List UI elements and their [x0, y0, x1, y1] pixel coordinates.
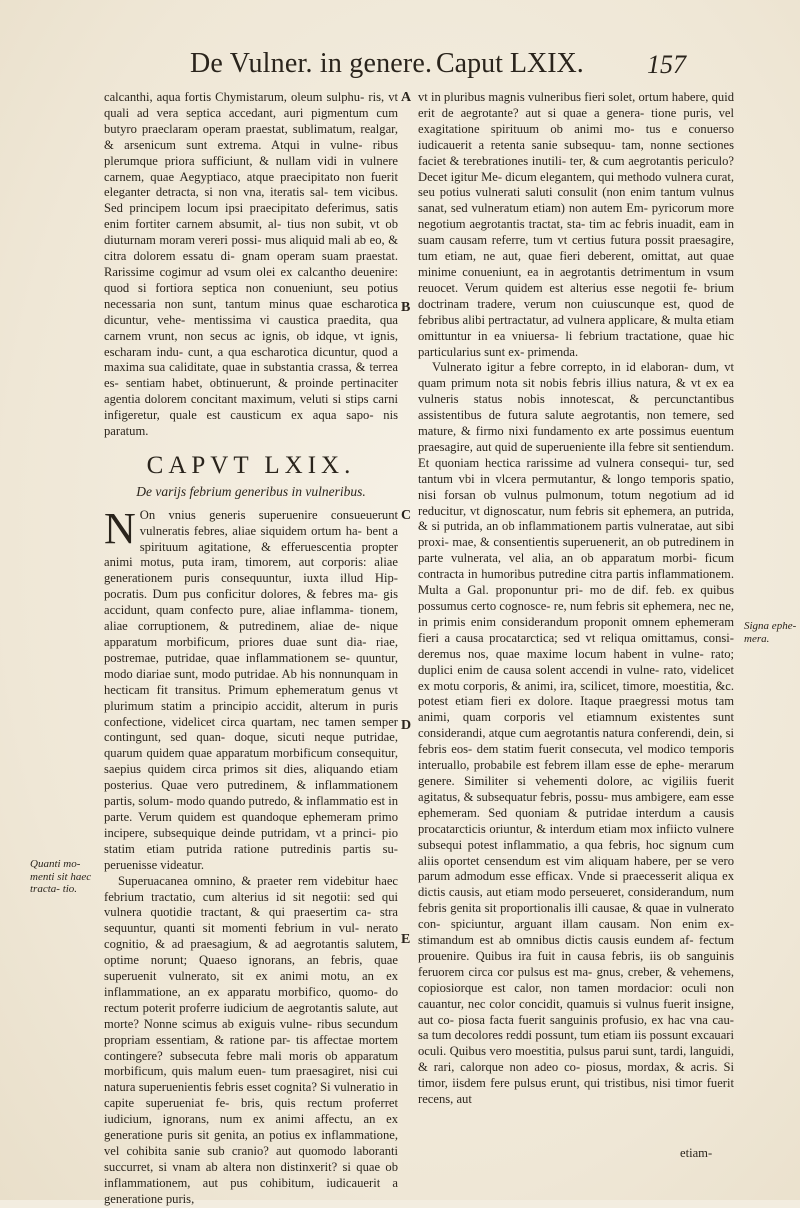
- section-marker-c: C: [401, 508, 412, 523]
- right-column-paragraph-2: Vulnerato igitur a febre correpto, in id elaboran- dum, vt quam primum nota sit nobis febris illius natura, & vt ex ea vulneris status nobis innotescat, & percunctantibus assistentibus de futura salute aegrotantis, non temere, sed mature, & firmo nixi fundamento ex arte possimus euentum praesagire, aut quid de superueniente illa febre sit sentiendum. Et quoniam hectica rarissime ad vulnera consequi- tur, sed tantum vbi in vlcera permutantur, & longo temporis spatio, nisi forsan ob vulnus pulmonum, totum negotium ad id reducitur, vt dignoscatur, num febris sit ephemera, an putrida, & si putrida, an ob inflammationem partis vulneratae, aut sibi proxi- mae, & consentientis superuenerit, an ob putredinem in parte vulnerata, vel alia, an ob apparatum morbi- ficum contracta in humoribus putredine citra partis inflammationem. Multa a Gal. proponuntur pri- mo de dif. feb. ex quibus possumus certo cognosce- re, num febris sit ephemera, nec ne, in primis enim considerandum proponit omnem ephemeram fieri a causa procatarctica; sed vt reliqua omittamus, consi- deremus nos, quae maxime locum habent in vulne- rato; duplici enim de causa solent accendi in vulne- rato, videlicet ex motu corporis, & animi, ira, scilicet, timore, moestitia, &c. potest etiam fieri ex dolore. Itaque praegressi motus tam animi, quam corporis vel etiamnum existentes sunt considerandi, atque cum aegrotantis natura conferendi, dein, si febris eos- dem statim fuerit consecuta, vel modico temporis interuallo, probabile est febrem illam esse de ephe- merarum genere. Similiter si vehementi dolore, ac vigiliis fuerit agitatus, & subsequatur febris, possu- mus ambigere, eam esse ephemeram. Sed quoniam & putridae interdum a causis procatarcticis oriuntur, & interdum etiam mox infiicto vulnere subsequi potest inflammatio, a qua febris, hoc signum cum aliis oportet censendum est vim aliquam habere, per se vero parum admodum esse efficax. Vnde si praecesserit aliqua ex dictis causis, aut etiam modo perseueret, considerandum, num febris genita sit proportionalis illi causae, & quae in vulnerato con- spiciuntur, arguant illam causam. Non enim ex- stimandum est ab omnibus dictis causis eundem af- fectum prouenire. Quibus ira fuit in causa febris, iis ob sanguinis feruorem circa cor pulsus est ma- gnus, creber, & vehemens, copiosiorque est calor, non tamen mordacior: oculi non cauantur, nec color concidit, quamuis si vulnus fuerit insigne, aut co- piosa facta fuerit sanguinis profusio, ex hac vna cau- sa tum decolores reddi possunt, tum etiam iis possunt excauari oculi. Quibus vero moestitia, pulsus parui sunt, tardi, languidi, & rari, calorque non adeo co- piosus, mordax, & acris. Si timor, iisdem fere pulsus erunt, qui tristibus, nisi timor fuerit recens, aut: [418, 360, 734, 1107]
- page-number: 157: [647, 50, 686, 79]
- left-column: [104, 90, 398, 1208]
- margin-note-right: Signa ephe- mera.: [744, 620, 797, 645]
- margin-note-left: Quanti mo- menti sit haec tracta- tio.: [30, 858, 92, 895]
- running-chapter: Caput LXIX.: [436, 48, 584, 79]
- chapter-subtitle: De varijs febrium generibus in vulneribus.: [136, 483, 366, 499]
- section-marker-b: B: [401, 300, 411, 315]
- section-marker-a: A: [401, 90, 412, 105]
- left-column-top-text: calcanthi, aqua fortis Chymistarum, oleum sulphu- ris, vt quali ad vera septica accedant, auri pigmentum cum butyro praeclaram operam praestat, sublimatum, realgar, & arsenicum sunt extrema. Atqui in vulne- ribus plerumque priora sufficiunt, & nullam vidi in vulnere carnem, quae Aegyptiaco, atque praecipitato non fuerit eleganter detracta, si non vna, iteratis sal- tem vicibus. Sed principem locum ipsi praecipitato deferimus, satis enim fortiter carnem absumit, al- tius non subit, vt ob diuturnam moram vereri possi- mus aliquid mali ab eo, & citra dolorem essatu di- gnam operam suam praestat. Rarissime cogimur ad vsum olei ex calcantho deuenire: quod si fortiora septica non conueniunt, seu potius necessaria non sunt, tantum minus quae escharotica dicuntur, vehe- mentissima vi caustica praedita, qua carnem vrunt, non secus ac ignis, ob idque, vt ignis, escharam indu- cunt, a qua escharotica dicuntur, quod a maxima sua caliditate, quae in substantia crassa, & terrea es- sentiam habet, obtinuerunt, & proinde pertinaciter agentia dolorem concitant maximum, veluti si stips carni infigeretur, quale est causticum ex aqua sapo- nis paratum.: [104, 90, 398, 439]
- running-title: De Vulner. in genere.: [190, 48, 433, 79]
- chapter-first-paragraph-text: On vnius generis superuenire consueuerunt vulneratis febres, aliae siquidem ortum ha- bent a spirituum agitatione, & efferuescentia propter animi motus, puta iram, timorem, aut corporis: aliae generationem puris consequuntur, iuxta illud Hip- pocratis. Dum pus conficitur dolores, & febres ma- gis accidunt, quam confecto pure, aliae inflamma- tionem, aliae corruptionem, & putredinem, aliae de- nique apparatum morbificum, priores duae sunt dia- riae, postremae, putridae, quae inflammationem se- quuntur, modo diariae sunt, modo putridae. Ab his nonnunquam in hecticam fit transitus. Primum ephemeratum genus vt plurimum statim a principio accidit, alterum in puris confectione, videlicet circa quartam, nec tamen semper contingunt, sed quan- doque, sicuti neque putridae, quarum quidem quae apparatum morbificum consequitur, saepius quidem circa primos sit dies, aliquando etiam posterius. Quae vero putredinem, & inflammationem partis, solum- modo quando putredo, & inflammatio est in parte. Verum quidem est quandoque ephemeram primo incipere, subsequique deinde putridam, vt a princi- pio statim etiam putrida ratione putredinis partis su- peruenisse videatur.: [104, 507, 398, 872]
- right-column-paragraph-1: vt in pluribus magnis vulneribus fieri solet, ortum habere, quid erit de aegrotante? aut si quae a genera- tione puris, vel exagitatione spirituum ob animi mo- tus e conuerso iudicauerit a retenta sanie subsequu- tam, nonne sectiones faciet & terebrationes inutili- ter, & cum aegrotantis periculo? Decet igitur Me- dicum elegantem, qui methodo vulnera curat, seu potius vulnerati saluti consulit (non enim tantum vulnus sanat, sed vulneratum etiam) non autem Em- pyricorum more negotium aegrotantis tractat, sta- tim ac febris inuadit, eam in suam causam referre, tum vt certius futura possit praesagire, tum etiam, ne aut, quae fieri deberent, omittat, aut quae minime conueniunt, ea in aegrotantis detrimentum in vsum reuocet. Verum quidem est alterius esse negotii fe- brium doctrinam tradere, verum non cuiuscunque est, quod de febribus alibi pertractatur, ad vulnera applicare, & multa etiam omittuntur in ea vniuersa- li febrium tractatione, quae hic particularius sunt ex- primenda.: [418, 90, 734, 359]
- section-marker-e: E: [401, 932, 411, 947]
- running-header: [190, 44, 690, 86]
- catchword: etiam-: [680, 1146, 713, 1160]
- left-column-paragraph-2: Superuacanea omnino, & praeter rem videbitur haec febrium tractatio, cum alterius id sit negotii: sed qui vulnera quotidie tractant, & qui praesertim ca- stra sequuntur, quanti sit momenti febrium in vul- nerato cognitio, & ad praesagium, & ad aegrotantis salutem, optime norunt; Quaeso ignorans, an febris, quae superuenit vulnerato, sit ex animi motu, an ex inflammatione, an ex apparatu morbifico, quomo- do rectum poterit proferre iudicium de aegrotantis salute, aut morte? Nonne scimus ab exiguis vulne- ribus secundum propriam essentiam, & ratione par- tis affectae mortem contingere? subsecuta febre mali moris ob apparatum morbificum, quis malum euen- tum praesagiret, nisi cui natura superuenientis febris esset cognita? Si vulneratio in capite superueniat fe- bris, quis rectum proferret iudicium, ignorans, num ex animi affectu, an ex generatione puris sit genita, an potius ex inflammatione, vel cohibita sanie sub cranio? aut quomodo laboranti succurret, si vnam ab altera non distinxerit? si quae ob inflammationem, aut pus cohibitum, iudicauerit a generatione puris,: [104, 873, 398, 1206]
- chapter-first-paragraph: [104, 503, 398, 874]
- right-column: [418, 90, 734, 1108]
- chapter-heading: CAPVT LXIX.: [146, 451, 356, 479]
- drop-cap: N: [104, 503, 136, 553]
- section-marker-d: D: [401, 718, 412, 733]
